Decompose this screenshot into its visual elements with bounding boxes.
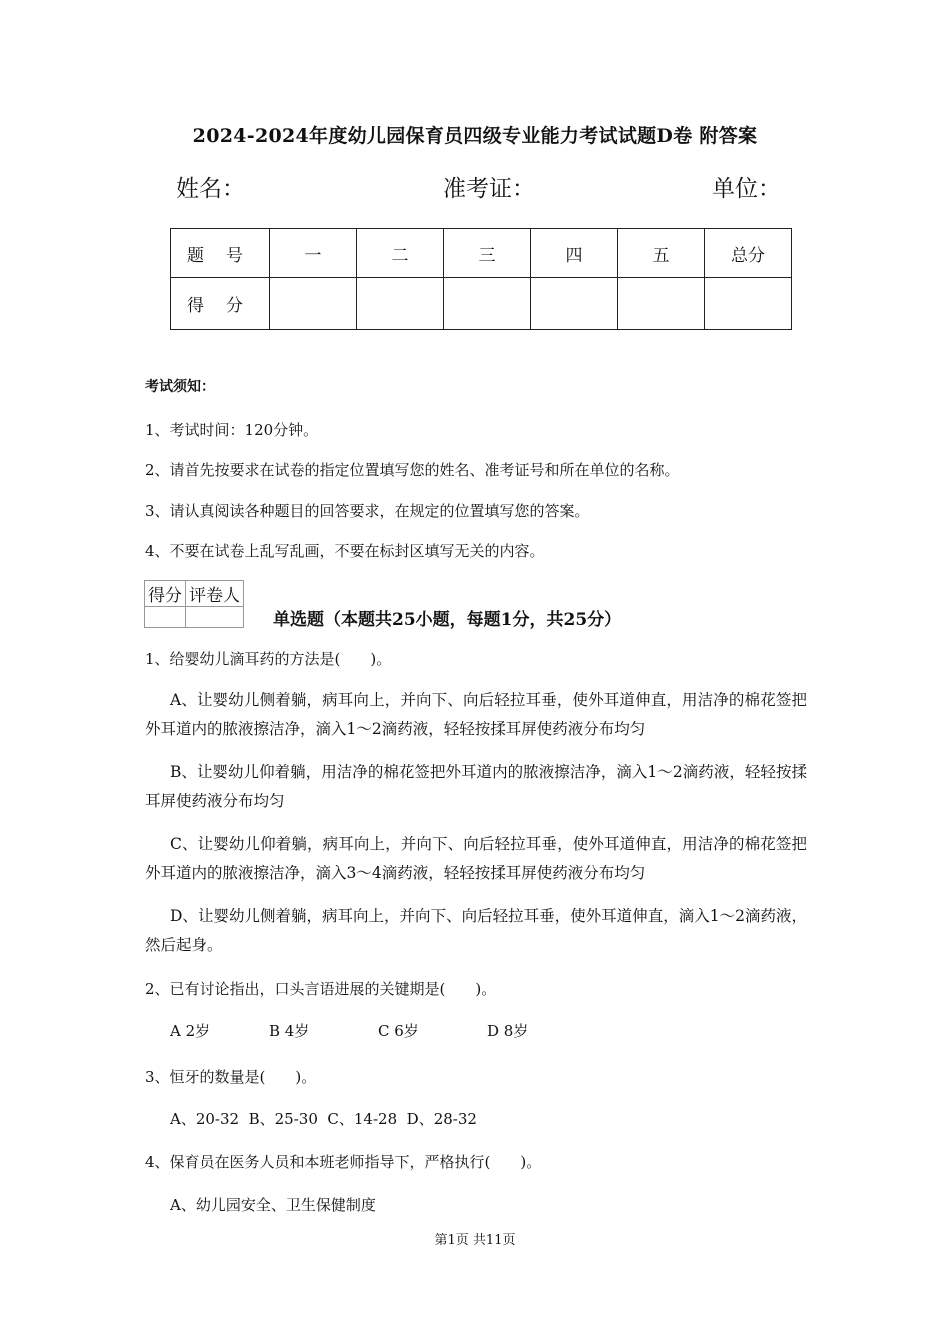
exam-id-label: 准考证：: [443, 176, 535, 202]
page-footer: 第1页 共11页: [434, 1233, 516, 1248]
question-2-option-b: B 4岁: [269, 1022, 310, 1040]
column-header: 四: [531, 229, 618, 278]
question-3-stem: 3、恒牙的数量是( )。: [145, 1068, 317, 1086]
question-2-option-a: A 2岁: [170, 1022, 211, 1040]
column-header: 三: [444, 229, 531, 278]
score-cell[interactable]: [444, 278, 531, 330]
question-4-option-a: A、幼儿园安全、卫生保健制度: [170, 1196, 376, 1214]
grader-table: [144, 580, 244, 628]
score-label-cell: 得分: [171, 278, 270, 330]
question-1-option-d: D、让婴幼儿侧着躺，病耳向上，并向下、向后轻拉耳垂，使外耳道伸直，滴入1～2滴药液，然后起身。: [145, 907, 807, 954]
unit-label: 单位：: [712, 176, 781, 202]
question-1-stem: 1、给婴幼儿滴耳药的方法是( )。: [145, 650, 392, 668]
grader-reviewer-cell[interactable]: [186, 607, 244, 628]
question-2-option-c: C 6岁: [378, 1022, 419, 1040]
notice-item: 1、考试时间：120分钟。: [145, 421, 319, 439]
notice-item: 4、不要在试卷上乱写乱画，不要在标封区填写无关的内容。: [145, 542, 545, 560]
question-2-option-d: D 8岁: [487, 1022, 529, 1040]
notice-title: 考试须知：: [145, 379, 215, 395]
score-cell[interactable]: [270, 278, 357, 330]
grader-reviewer-label: 评卷人: [186, 581, 244, 607]
question-1-option-b: B、让婴幼儿仰着躺，用洁净的棉花签把外耳道内的脓液擦洁净，滴入1～2滴药液，轻轻按揉耳屏使药液分布均匀: [145, 763, 807, 810]
column-header: 一: [270, 229, 357, 278]
name-label: 姓名：: [176, 176, 245, 202]
score-cell[interactable]: [357, 278, 444, 330]
notice-item: 2、请首先按要求在试卷的指定位置填写您的姓名、准考证号和所在单位的名称。: [145, 461, 680, 479]
score-cell[interactable]: [705, 278, 792, 330]
header-label-cell: 题号: [171, 229, 270, 278]
grader-score-label: 得分: [145, 581, 186, 607]
question-4-stem: 4、保育员在医务人员和本班老师指导下，严格执行( )。: [145, 1153, 542, 1171]
column-header: 二: [357, 229, 444, 278]
score-cell[interactable]: [618, 278, 705, 330]
grader-score-cell[interactable]: [145, 607, 186, 628]
column-header: 总分: [705, 229, 792, 278]
column-header: 五: [618, 229, 705, 278]
notice-item: 3、请认真阅读各种题目的回答要求，在规定的位置填写您的答案。: [145, 502, 590, 520]
question-1-option-c: C、让婴幼儿仰着躺，病耳向上，并向下、向后轻拉耳垂，使外耳道伸直，用洁净的棉花签把外耳道内的脓液擦洁净，滴入3～4滴药液，轻轻按揉耳屏使药液分布均匀: [145, 835, 807, 882]
score-cell[interactable]: [531, 278, 618, 330]
question-2-stem: 2、已有讨论指出，口头言语进展的关键期是( )。: [145, 980, 497, 998]
score-table: [170, 228, 792, 330]
question-1-option-a: A、让婴幼儿侧着躺，病耳向上，并向下、向后轻拉耳垂，使外耳道伸直，用洁净的棉花签把外耳道内的脓液擦洁净，滴入1～2滴药液，轻轻按揉耳屏使药液分布均匀: [145, 691, 807, 738]
question-3-options: A、20-32 B、25-30 C、14-28 D、28-32: [170, 1110, 477, 1128]
page-title: 2024-2024年度幼儿园保育员四级专业能力考试试题D卷 附答案: [192, 125, 758, 147]
section-title: 单选题（本题共25小题，每题1分，共25分）: [273, 610, 622, 630]
